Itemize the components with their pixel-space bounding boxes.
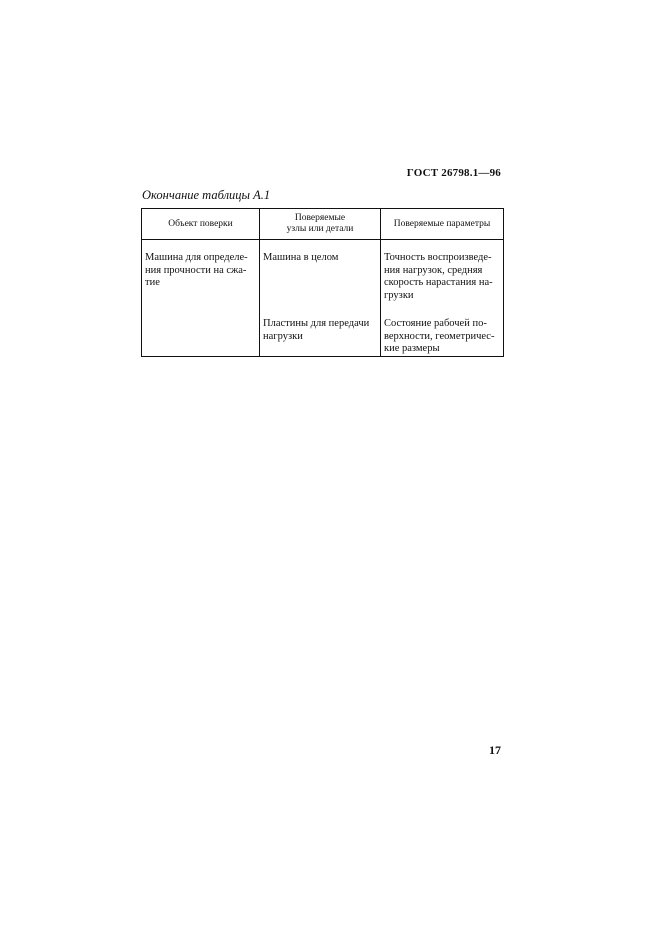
parameter-line: ния нагрузок, средняя: [384, 264, 483, 276]
parameter-line: кие размеры: [384, 343, 440, 354]
part-line: Машина в целом: [263, 252, 339, 263]
column-header-object: Объект поверки: [142, 209, 260, 240]
entry-gap: [384, 302, 500, 318]
object-cell: [142, 240, 260, 357]
entry-gap: [263, 302, 377, 318]
parameter-line: скорость нарастания на-: [384, 277, 493, 288]
entry-spacer: [263, 265, 377, 303]
table-row: [142, 240, 504, 357]
column-header-parameters: Поверяемые параметры: [381, 209, 504, 240]
table-header-row: [142, 209, 504, 240]
parameter-line: грузки: [384, 289, 414, 301]
parameters-cell: [381, 240, 504, 357]
part-line: нагрузки: [263, 330, 303, 342]
document-code: ГОСТ 26798.1—96: [406, 167, 501, 179]
parameter-line: Состояние рабочей по-: [384, 318, 487, 329]
verification-table: [141, 208, 504, 357]
part-line: Пластины для передачи: [263, 318, 370, 329]
table-caption: Окончание таблицы А.1: [142, 188, 271, 202]
object-line: Машина для определе-: [145, 252, 248, 263]
object-line: тие: [145, 277, 160, 288]
page-number: 17: [489, 743, 501, 757]
parts-cell: [260, 240, 381, 357]
object-line: ния прочности на сжа-: [145, 264, 247, 276]
column-header-parts-label: Поверяемые узлы или детали: [286, 213, 354, 234]
parameter-line: верхности, геометричес-: [384, 330, 495, 342]
column-header-parts: [260, 209, 381, 240]
parameter-line: Точность воспроизведе-: [384, 252, 492, 263]
